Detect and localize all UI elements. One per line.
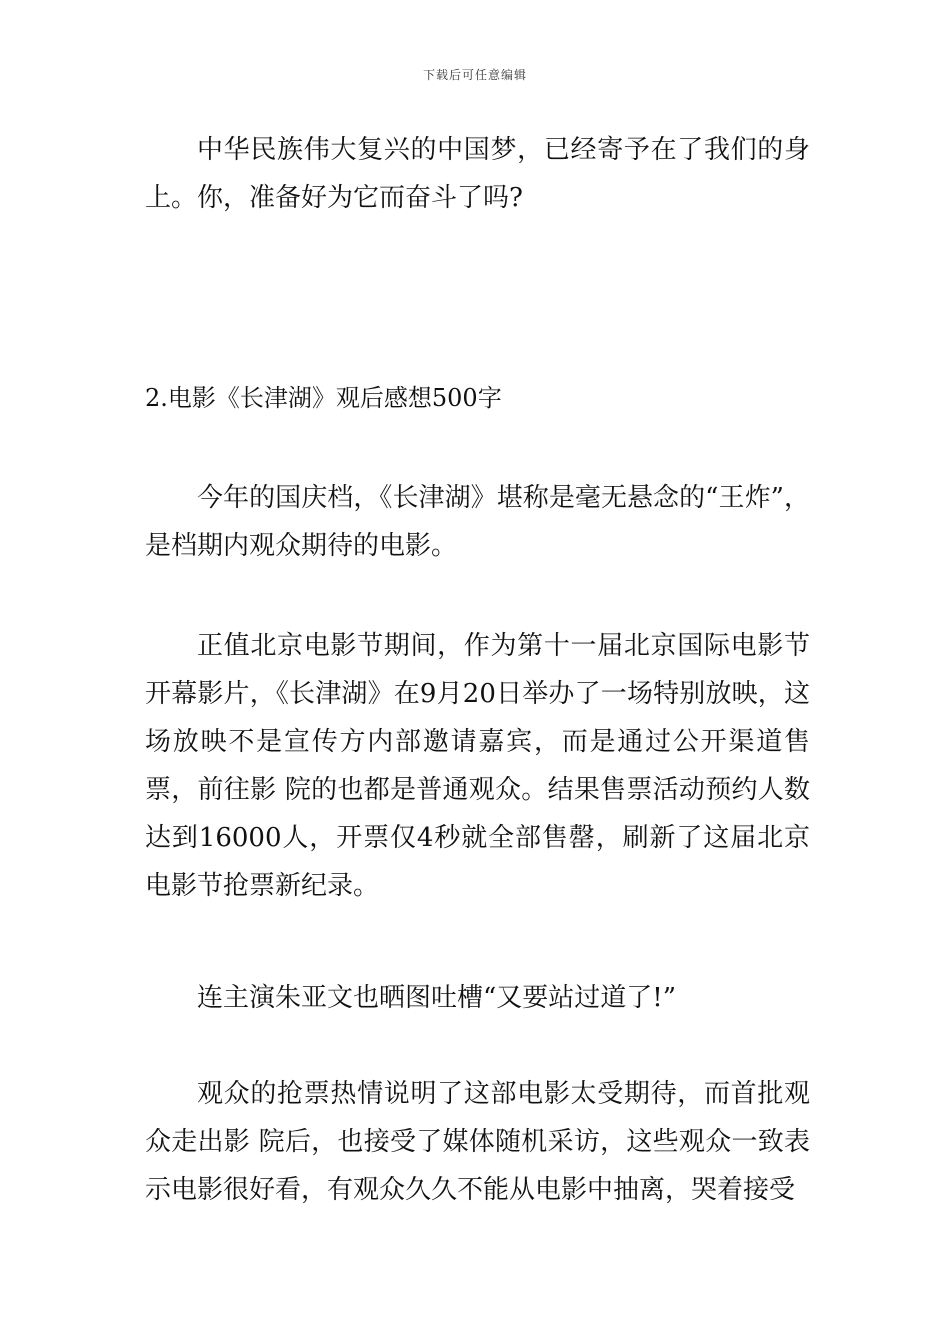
paragraph-4: 观众的抢票热情说明了这部电影太受期待，而首批观众走出影 院后，也接受了媒体随机采访，这些观众一致表示电影很好看，有观众久久不能从电影中抽离，哭着接受 (145, 1079, 810, 1205)
paragraph-2: 正值北京电影节期间，作为第十一届北京国际电影节开幕影片，《长津湖》在9月20日举办了一场特别放映，这场放映不是宣传方内部邀请嘉宾，而是通过公开渠道售票，前往影 院的也都是普通观众。结果售票活动预约人数达到16000人，开票仅4秒就全部售罄，刷新了这届北京电影节抢票新纪录。 (145, 631, 810, 901)
paragraph-1: 今年的国庆档，《长津湖》堪称是毫无悬念的“王炸”，是档期内观众期待的电影。 (145, 483, 810, 561)
section-heading: 2.电影《长津湖》观后感想500字 (145, 384, 502, 412)
paragraph-intro-closing: 中华民族伟大复兴的中国梦，已经寄予在了我们的身上。你，准备好为它而奋斗了吗? (145, 135, 810, 213)
paragraph-3: 连主演朱亚文也晒图吐槽“又要站过道了!” (197, 983, 677, 1013)
header-note: 下载后可任意编辑 (422, 68, 527, 82)
